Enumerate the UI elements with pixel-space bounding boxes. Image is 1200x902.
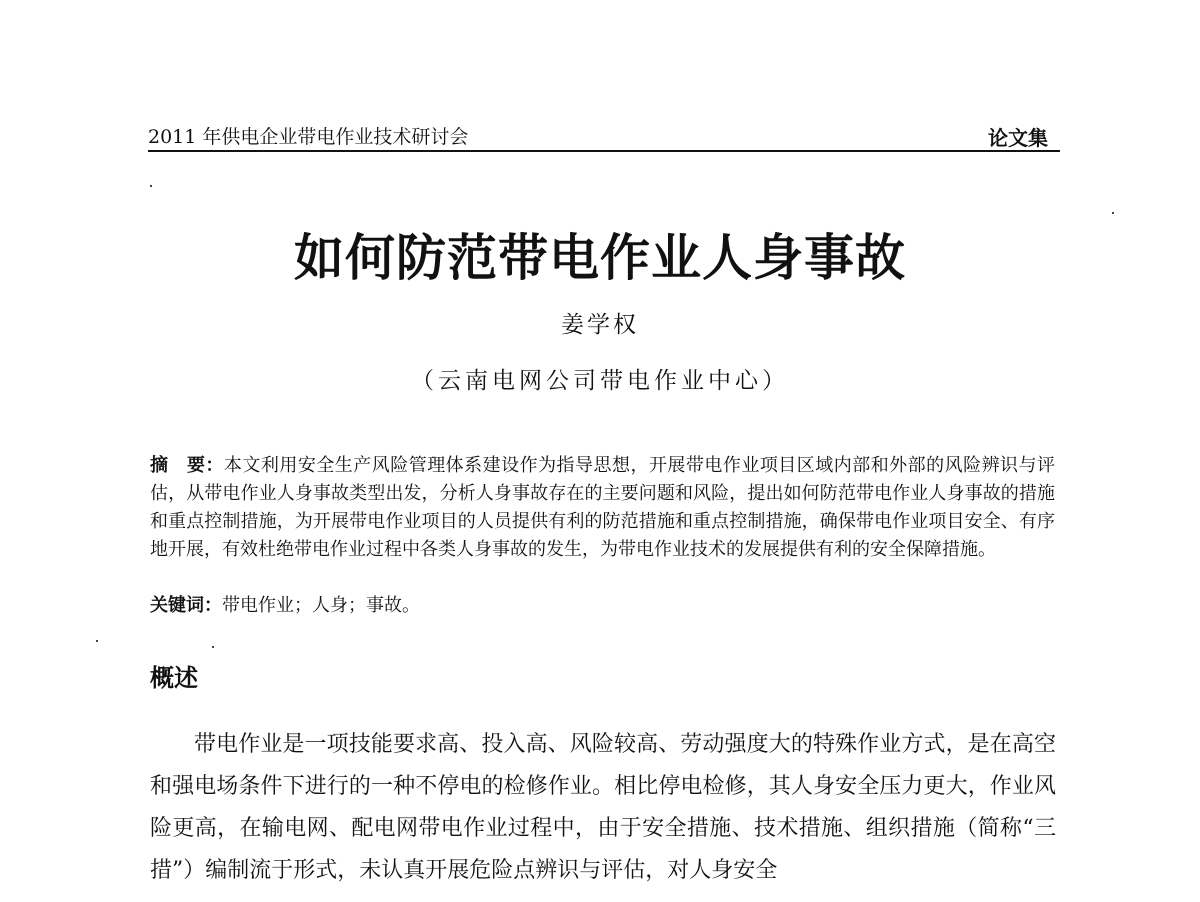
keywords: [150, 592, 1055, 620]
author-name: 姜学权: [561, 312, 639, 338]
abstract: [150, 452, 1055, 564]
abstract-text: 本文利用安全生产风险管理体系建设作为指导思想，开展带电作业项目区域内部和外部的风险辨识与评估，从带电作业人身事故类型出发，分析人身事故存在的主要问题和风险，提出如何防范带电作业人身事故的措施和重点控制措施，为开展带电作业项目的人员提供有利的防范措施和重点控制措施，确保带电作业项目安全、有序地开展，有效杜绝带电作业过程中各类人身事故的发生，为带电作业技术的发展提供有利的安全保障措施。: [150, 455, 1056, 560]
conference-name: 2011 年供电企业带电作业技术研讨会: [148, 126, 469, 148]
section-heading: 概述: [150, 664, 198, 692]
running-header: [148, 118, 1060, 152]
abstract-label: 摘 要：: [150, 455, 224, 476]
collection-label: 论文集: [988, 126, 1048, 150]
keywords-label: 关键词：: [150, 595, 222, 616]
paper-title: 如何防范带电作业人身事故: [294, 229, 906, 287]
scan-speck: [96, 640, 98, 642]
author-affiliation: （云南电网公司带电作业中心）: [411, 368, 789, 394]
scan-speck: [212, 646, 214, 648]
keywords-text: 带电作业；人身；事故。: [222, 595, 420, 616]
scan-speck: [150, 185, 152, 187]
scan-speck: [1112, 212, 1114, 214]
body-paragraph: 带电作业是一项技能要求高、投入高、风险较高、劳动强度大的特殊作业方式，是在高空和强电场条件下进行的一种不停电的检修作业。相比停电检修，其人身安全压力更大，作业风险更高，在输电网、配电网带电作业过程中，由于安全措施、技术措施、组织措施（简称“三措”）编制流于形式，未认真开展危险点辨识与评估，对人身安全: [150, 732, 1056, 883]
